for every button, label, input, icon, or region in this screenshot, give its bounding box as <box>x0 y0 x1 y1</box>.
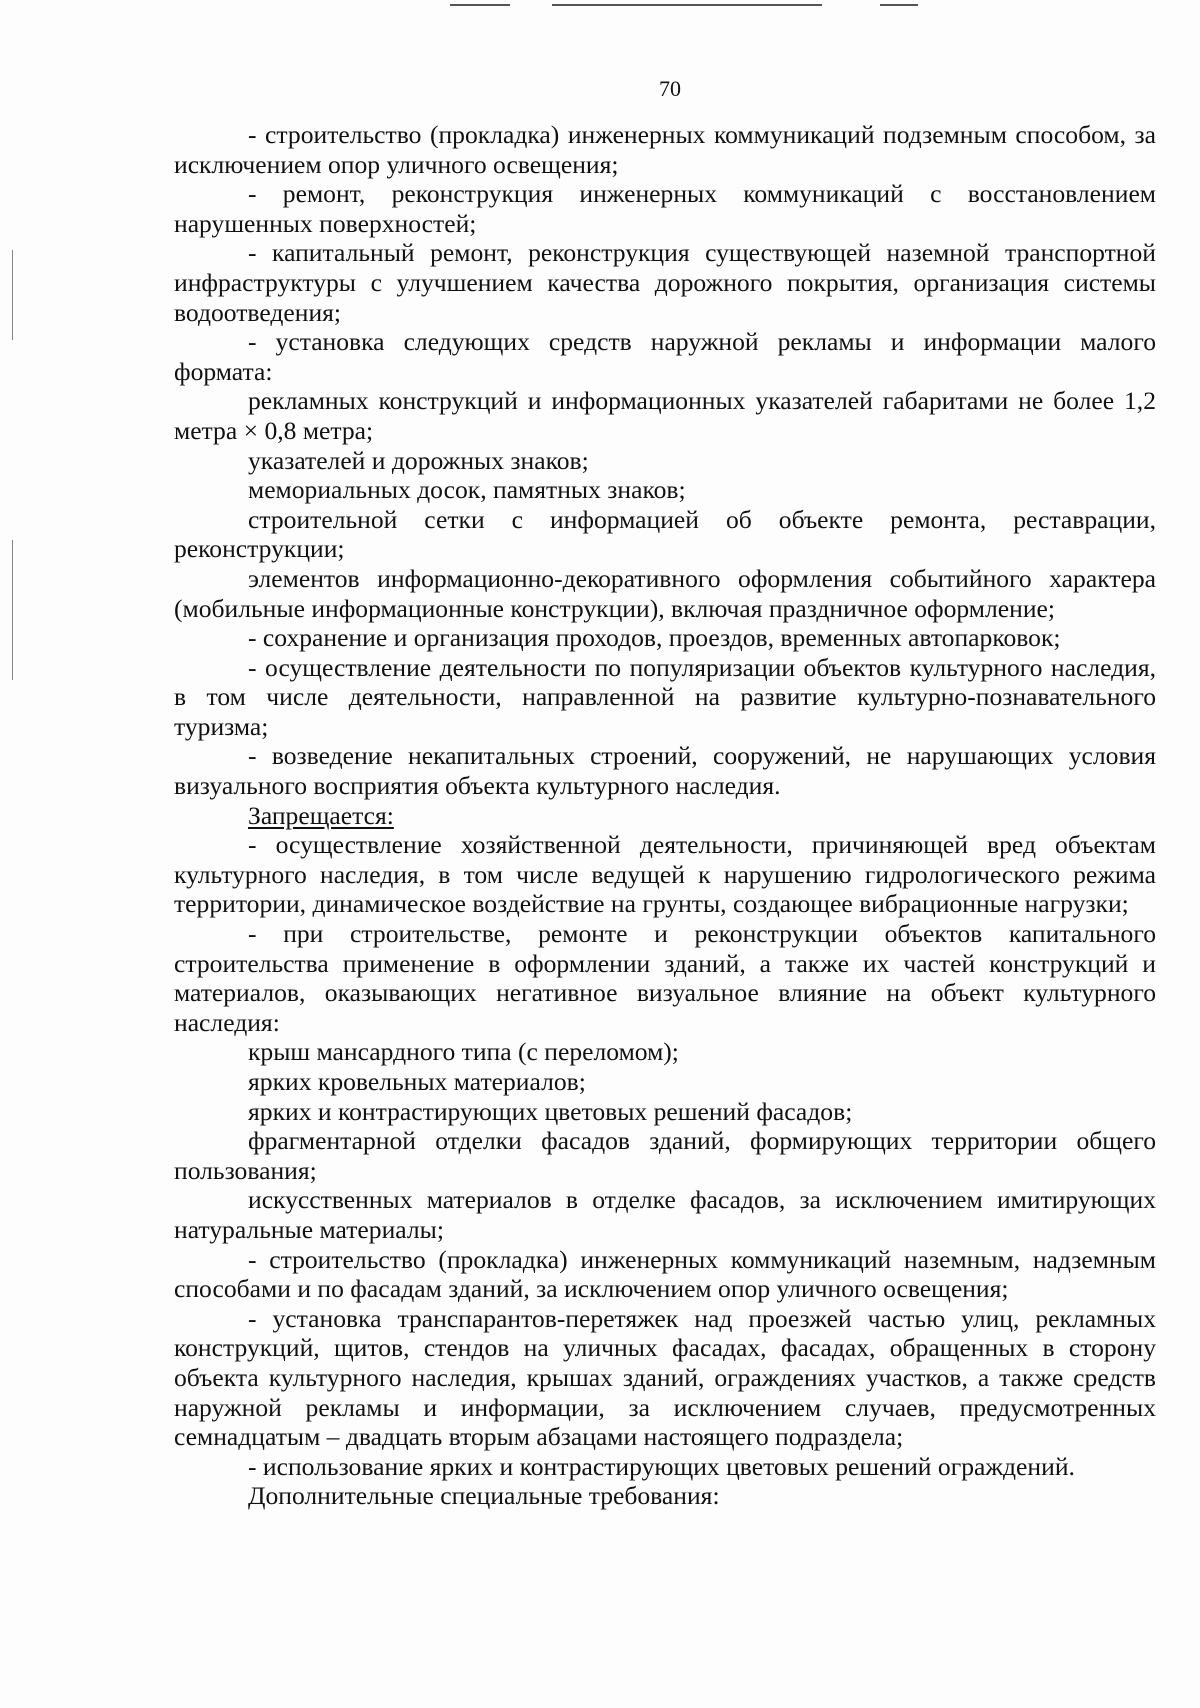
paragraph: мемориальных досок, памятных знаков; <box>248 475 686 505</box>
paragraph: - установка следующих средств наружной рекламы и информации малого формата: <box>174 327 1156 386</box>
document-body <box>174 120 1156 1511</box>
paragraph: - установка транспарантов-перетяжек над проезжей частью улиц, рекламных конструкций, щитов, стендов на уличных фасадах, фасадах, обращенных в сторону объекта культурного наследия, крышах зданий, ограждениях участков, а также средств наружной рекламы и информации, за исключением случаев, предусмотренных семнадцатым – двадцать вторым абзацами настоящего подраздела; <box>174 1303 1156 1452</box>
section-heading <box>174 801 1156 831</box>
paragraph: - капитальный ремонт, реконструкция существующей наземной транспортной инфраструктуры с улучшением качества дорожного покрытия, организация системы водоотведения; <box>174 238 1156 327</box>
paragraph: ярких кровельных материалов; <box>248 1067 586 1096</box>
paragraph: крыш мансардного типа (с переломом); <box>248 1037 679 1067</box>
paragraph: искусственных материалов в отделке фасадов, за исключением имитирующих натуральные материалы; <box>174 1185 1156 1244</box>
paragraph: ярких и контрастирующих цветовых решений фасадов; <box>248 1096 853 1126</box>
paragraph: рекламных конструкций и информационных указателей габаритами не более 1,2 метра × 0,8 метра; <box>174 386 1156 445</box>
paragraph: - использование ярких и контрастирующих цветовых решений ограждений. <box>248 1451 1075 1481</box>
page-number: 70 <box>659 76 681 101</box>
paragraph: - осуществление хозяйственной деятельности, причиняющей вред объектам культурного наследия, в том числе ведущей к нарушению гидрологического режима территории, динамическое воздействие на грунты, создающее вибрационные нагрузки; <box>174 830 1156 919</box>
paragraph: - сохранение и организация проходов, проездов, временных автопарковок; <box>248 623 1061 653</box>
scan-rule <box>450 4 510 6</box>
paragraph: элементов информационно-декоративного оформления событийного характера (мобильные информационные конструкции), включая праздничное оформление; <box>174 563 1156 623</box>
paragraph: - строительство (прокладка) инженерных коммуникаций подземным способом, за исключением опор уличного освещения; <box>174 120 1156 179</box>
scan-edge-mark <box>12 540 13 680</box>
scan-edge-mark <box>12 250 13 340</box>
paragraph: указателей и дорожных знаков; <box>248 445 589 475</box>
scan-rule <box>880 4 918 6</box>
paragraph: фрагментарной отделки фасадов зданий, формирующих территории общего пользования; <box>174 1126 1156 1185</box>
paragraph: - строительство (прокладка) инженерных коммуникаций наземным, надземным способами и по фасадам зданий, за исключением опор уличного освещения; <box>174 1244 1156 1304</box>
paragraph: - при строительстве, ремонте и реконструкции объектов капитального строительства применение в оформлении зданий, а также их частей конструкций и материалов, оказывающих негативное визуальное влияние на объект культурного наследия: <box>174 919 1156 1037</box>
paragraph: строительной сетки с информацией об объекте ремонта, реставрации, реконструкции; <box>174 504 1156 564</box>
paragraph: Дополнительные специальные требования: <box>248 1481 720 1511</box>
paragraph: - осуществление деятельности по популяризации объектов культурного наследия, в том числе деятельности, направленной на развитие культурно-познавательного туризма; <box>174 652 1156 741</box>
section-heading-text: Запрещается: <box>248 800 394 830</box>
paragraph: - ремонт, реконструкция инженерных коммуникаций с восстановлением нарушенных поверхностей; <box>174 179 1156 238</box>
paragraph: - возведение некапитальных строений, сооружений, не нарушающих условия визуального восприятия объекта культурного наследия. <box>174 741 1156 801</box>
scan-rule <box>552 4 822 6</box>
